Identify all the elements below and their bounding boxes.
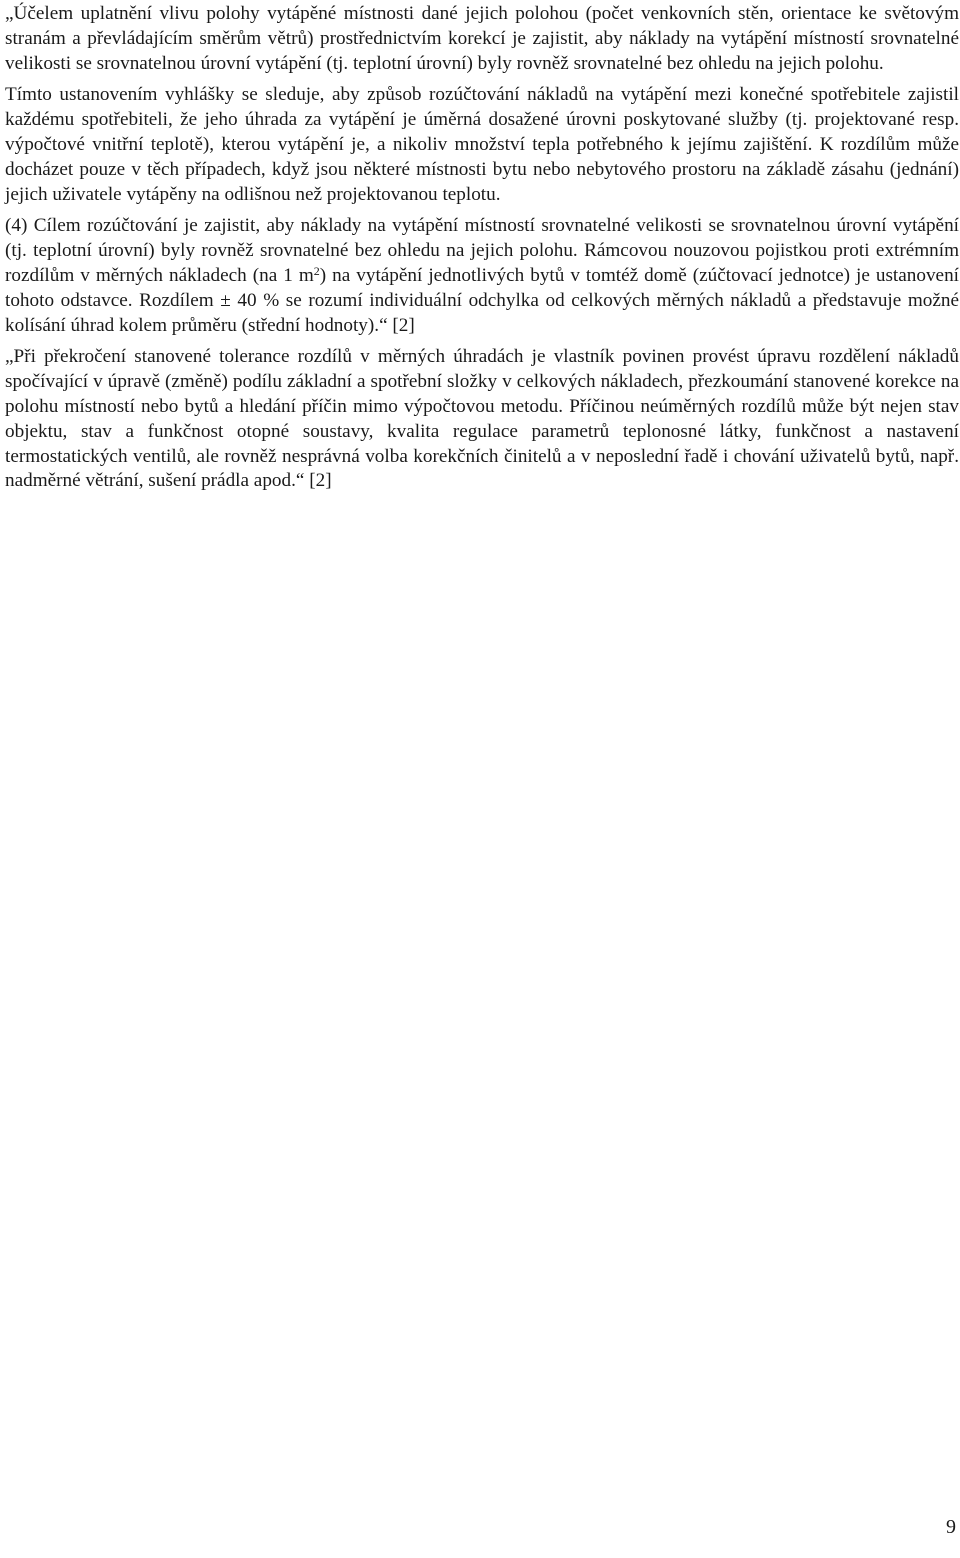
superscript-square-meter: 2: [313, 263, 320, 278]
paragraph-section-4-text-a: (4) Cílem rozúčtování je zajistit, aby náklady na vytápění místností srovnatelné velikosti se srovnatelnou úrovní vytápění (tj. teplotní úrovní) byly rovněž srovnatelné bez ohledu na jejich polohu. Rámcovou nouzovou pojistkou proti extrémním rozdílům v měrných nákladech (na 1 m: [5, 215, 959, 286]
paragraph-section-4: [5, 214, 959, 338]
paragraph-quote-tolerance: „Při překročení stanovené tolerance rozdílů v měrných úhradách je vlastník povinen provést úpravu rozdělení nákladů spočívající v úpravě (změně) podílu základní a spotřební složky v celkových nákladech, přezkoumání stanovené korekce na polohu místností nebo bytů a hledání příčin mimo výpočtovou metodu. Příčinou neúměrných rozdílů může být nejen stav objektu, stav a funkčnost otopné soustavy, kvalita regulace parametrů teplonosné látky, funkčnost a nastavení termostatických ventilů, ale rovněž nesprávná volba korekčních činitelů a v neposlední řadě i chování uživatelů bytů, např. nadměrné větrání, sušení prádla apod.“ [2]: [5, 346, 959, 492]
paragraph-regulation-explanation: Tímto ustanovením vyhlášky se sleduje, aby způsob rozúčtování nákladů na vytápění mezi konečné spotřebitele zajistil každému spotřebiteli, že jeho úhrada za vytápění je úměrná dosažené úrovni poskytované služby (tj. projektované resp. výpočtové vnitřní teplotě), kterou vytápění je, a nikoliv množství tepla potřebného k jejímu zajištění. K rozdílům může docházet pouze v těch případech, když jsou některé místnosti bytu nebo nebytového prostoru na základě zásahu (jednání) jejich uživatele vytápěny na odlišnou než projektovanou teplotu.: [5, 84, 959, 205]
document-body: [5, 2, 959, 494]
paragraph-quote-intro: „Účelem uplatnění vlivu polohy vytápěné místnosti dané jejich polohou (počet venkovních stěn, orientace ke světovým stranám a převládajícím směrům větrů) prostřednictvím korekcí je zajistit, aby náklady na vytápění místností srovnatelné velikosti se srovnatelnou úrovní vytápění (tj. teplotní úrovní) byly rovněž srovnatelné bez ohledu na jejich polohu.: [5, 3, 959, 74]
page-number: 9: [946, 1516, 956, 1538]
paragraph-section-4-text-b: ) na vytápění jednotlivých bytů v tomtéž domě (zúčtovací jednotce) je ustanovení tohoto odstavce. Rozdílem ± 40 % se rozumí individuální odchylka od celkových měrných nákladů a představuje možné kolísání úhrad kolem průměru (střední hodnoty).“ [2]: [5, 264, 959, 336]
